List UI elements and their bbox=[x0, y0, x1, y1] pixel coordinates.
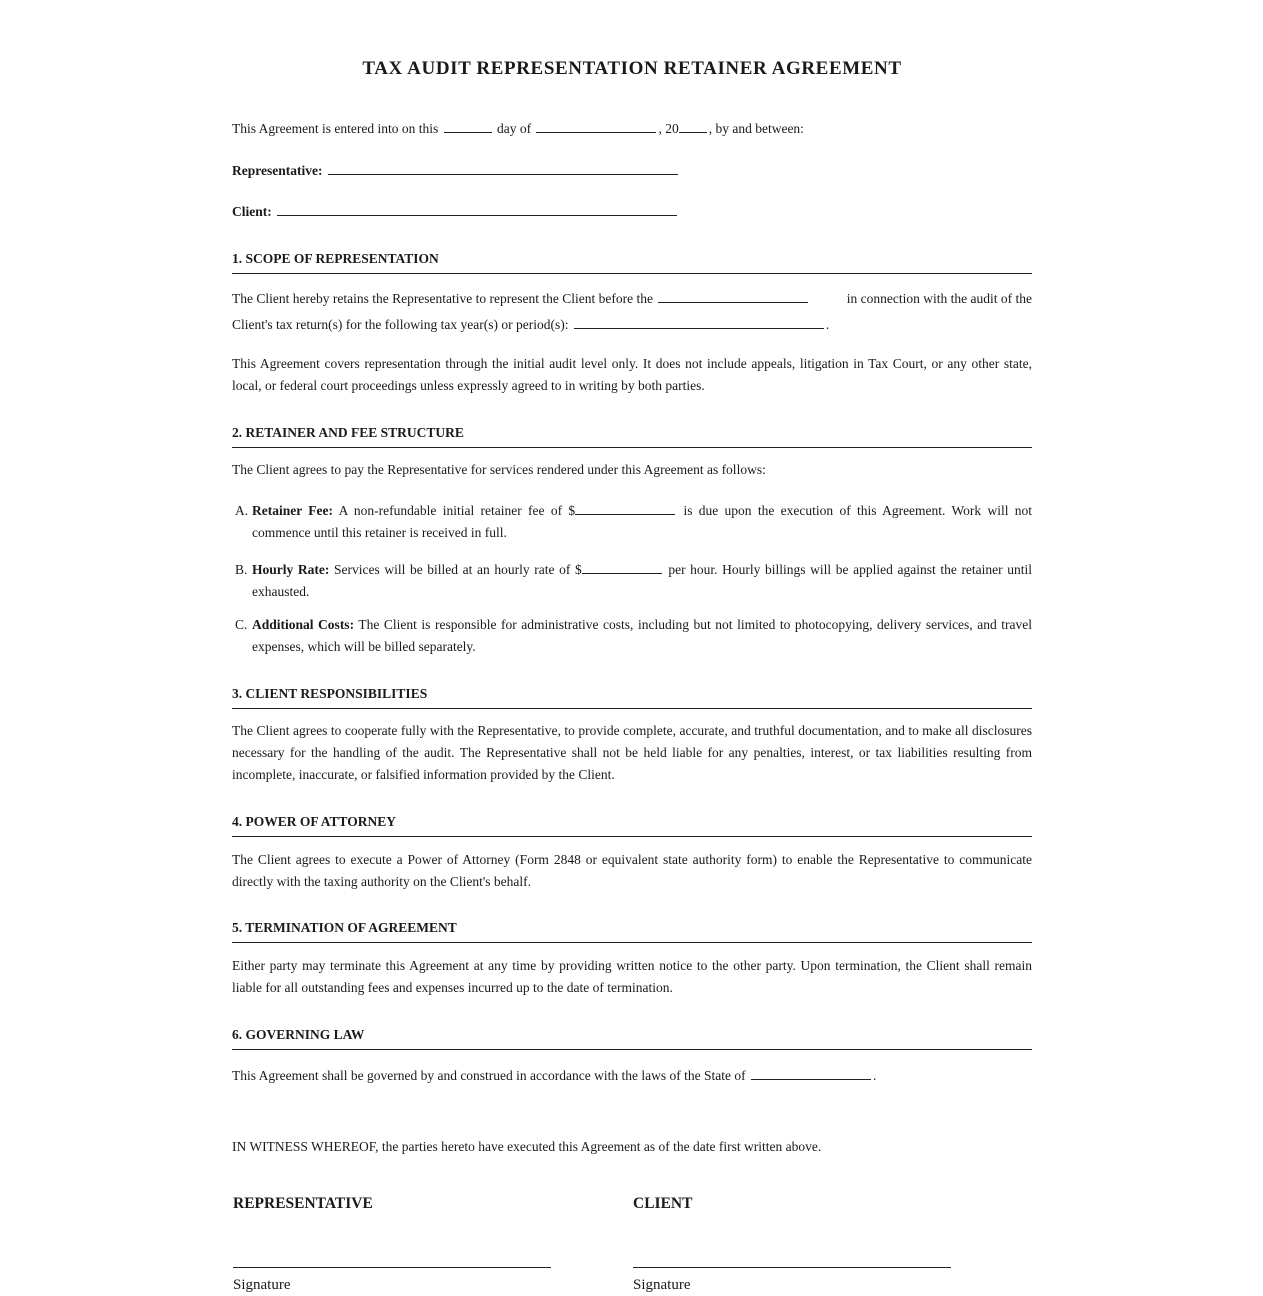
intro-line bbox=[232, 120, 804, 137]
s6-text-b: . bbox=[872, 1068, 877, 1083]
s6-text-a: This Agreement shall be governed by and construed in accordance with the laws of the State of bbox=[232, 1068, 746, 1083]
section-3-paragraph: The Client agrees to cooperate fully with the Representative, to provide complete, accurate, and truthful documentation, and to make all disclosures necessary for the handling of the audit. The Representative shall not be held liable for any penalties, interest, or tax liabilities resulting from incomplete, inaccurate, or falsified information provided by the Client. bbox=[232, 723, 1032, 782]
retainer-amount-blank[interactable] bbox=[575, 502, 675, 515]
fee-item-a bbox=[232, 500, 1032, 544]
section-4-paragraph: The Client agrees to execute a Power of Attorney (Form 2848 or equivalent state authority form) to enable the Representative to communicate directly with the taxing authority on the Client's behalf. bbox=[232, 852, 1032, 889]
client-signature-caption: Signature bbox=[633, 1277, 691, 1293]
authority-blank[interactable] bbox=[658, 290, 808, 303]
item-text-post: is due upon the execution of this Agreement. Work will not commence until this retainer is received in full. bbox=[252, 503, 1033, 540]
section-3-heading: 3. CLIENT RESPONSIBILITIES bbox=[232, 686, 1032, 709]
representative-signature-caption: Signature bbox=[233, 1277, 291, 1293]
client-label: Client: bbox=[232, 204, 272, 219]
document-title: TAX AUDIT REPRESENTATION RETAINER AGREEMENT bbox=[362, 58, 902, 79]
item-text-post: per hour. Hourly billings will be applied against the retainer until exhausted. bbox=[252, 562, 1033, 599]
item-label: Retainer Fee: bbox=[252, 503, 334, 518]
section-6-paragraph bbox=[232, 1067, 876, 1084]
section-2-intro: The Client agrees to pay the Representative for services rendered under this Agreement as follows: bbox=[232, 462, 766, 477]
s1-text-a: The Client hereby retains the Representative to represent the Client before the bbox=[232, 291, 653, 306]
item-marker: A. bbox=[235, 503, 249, 518]
section-6-heading: 6. GOVERNING LAW bbox=[232, 1027, 1032, 1050]
representative-signature-heading: REPRESENTATIVE bbox=[233, 1195, 373, 1212]
client-line bbox=[232, 203, 679, 220]
fee-item-c bbox=[232, 614, 1032, 658]
day-blank[interactable] bbox=[444, 120, 492, 133]
item-text-pre: Services will be billed at an hourly rate of $ bbox=[333, 562, 582, 577]
section-2-heading: 2. RETAINER AND FEE STRUCTURE bbox=[232, 425, 1032, 448]
state-blank[interactable] bbox=[751, 1067, 871, 1080]
item-text-pre: A non-refundable initial retainer fee of $ bbox=[338, 503, 576, 518]
intro-text-1: This Agreement is entered into on this bbox=[232, 121, 439, 136]
client-signature-heading: CLIENT bbox=[633, 1195, 693, 1212]
year-blank[interactable] bbox=[679, 120, 707, 133]
representative-label: Representative: bbox=[232, 163, 323, 178]
intro-text-2: day of bbox=[496, 121, 532, 136]
representative-signature-line[interactable] bbox=[233, 1267, 551, 1268]
month-blank[interactable] bbox=[536, 120, 656, 133]
section-4-heading: 4. POWER OF ATTORNEY bbox=[232, 814, 1032, 837]
item-marker: C. bbox=[235, 617, 248, 632]
client-signature-line[interactable] bbox=[633, 1267, 951, 1268]
item-text-pre: The Client is responsible for administrative costs, including but not limited to photocopying, delivery services, and travel expenses, which will be billed separately. bbox=[252, 617, 1032, 654]
section-5-paragraph: Either party may terminate this Agreement at any time by providing written notice to the other party. Upon termination, the Client shall remain liable for all outstanding fees and expenses incurred up to the date of termination. bbox=[232, 958, 1032, 995]
item-marker: B. bbox=[235, 562, 248, 577]
client-name-blank[interactable] bbox=[277, 203, 677, 216]
section-1-paragraph-1 bbox=[232, 288, 1032, 336]
intro-text-3: , 20 bbox=[658, 121, 679, 136]
fee-item-b bbox=[232, 559, 1032, 603]
witness-statement: IN WITNESS WHEREOF, the parties hereto have executed this Agreement as of the date first written above. bbox=[232, 1139, 822, 1154]
tax-years-blank[interactable] bbox=[574, 316, 824, 329]
representative-name-blank[interactable] bbox=[328, 162, 678, 175]
section-1-paragraph-2: This Agreement covers representation through the initial audit level only. It does not include appeals, litigation in Tax Court, or any other state, local, or federal court proceedings unless expressly agreed to in writing by both parties. bbox=[232, 356, 1032, 393]
section-5-heading: 5. TERMINATION OF AGREEMENT bbox=[232, 920, 1032, 943]
item-label: Hourly Rate: bbox=[252, 562, 330, 577]
s1-text-c: Client's tax return(s) for the following tax year(s) or period(s): bbox=[232, 317, 569, 332]
representative-line bbox=[232, 162, 680, 179]
intro-text-4: , by and between: bbox=[708, 121, 804, 136]
item-label: Additional Costs: bbox=[252, 617, 355, 632]
s1-text-d: . bbox=[825, 317, 830, 332]
section-1-heading: 1. SCOPE OF REPRESENTATION bbox=[232, 251, 1032, 274]
hourly-rate-blank[interactable] bbox=[582, 561, 662, 574]
s1-text-b: in connection with the audit of the bbox=[846, 291, 1032, 306]
